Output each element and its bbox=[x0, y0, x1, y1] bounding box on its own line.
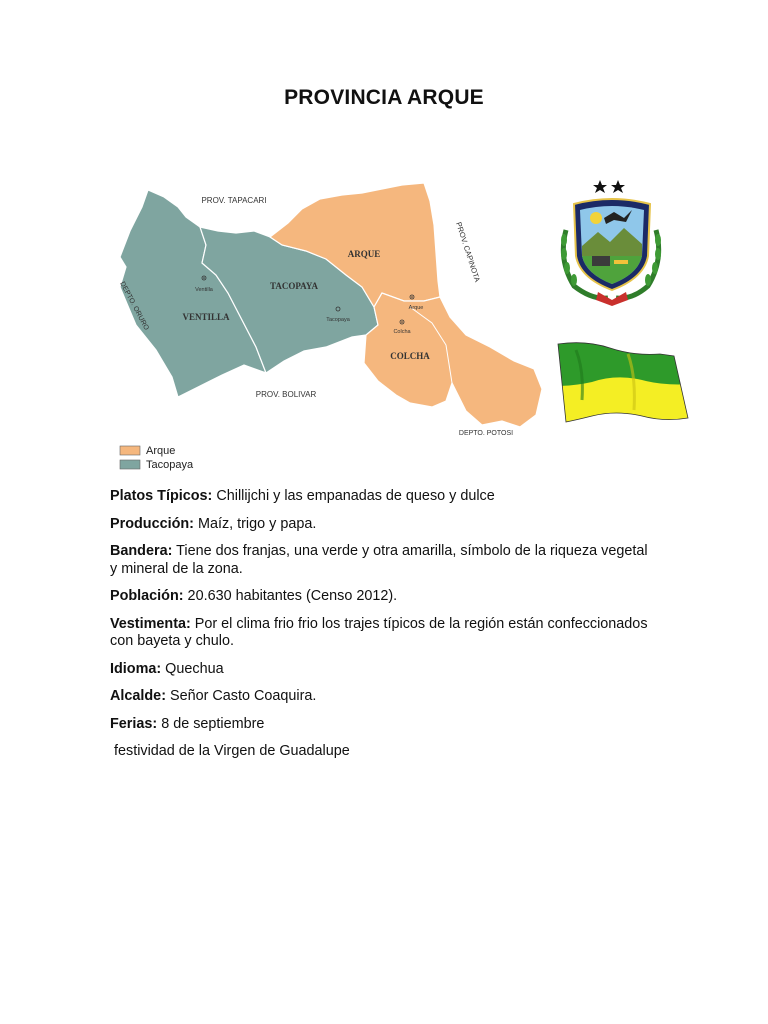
info-platos bbox=[110, 488, 650, 506]
region-label-tacopaya: TACOPAYA bbox=[269, 281, 319, 291]
region-label-ventilla: VENTILLA bbox=[182, 312, 230, 322]
info-value: Por el clima frio frio los trajes típicos de la región están confeccionados con bayeta y chulo. bbox=[110, 615, 648, 649]
town-label-ventilla: Ventilla bbox=[195, 287, 213, 293]
star-icon bbox=[593, 180, 607, 193]
legend-swatch-arque bbox=[120, 446, 140, 455]
label-prov-tapacari: PROV. TAPACARI bbox=[201, 196, 267, 205]
info-value: Tiene dos franjas, una verde y otra amarilla, símbolo de la riqueza vegetal y mineral de la zona. bbox=[110, 543, 648, 577]
info-alcalde bbox=[110, 688, 650, 706]
info-value: Chillijchi y las empanadas de queso y dulce bbox=[212, 488, 495, 504]
coat-of-arms-image bbox=[552, 174, 672, 310]
info-label: Idioma: bbox=[110, 660, 162, 677]
flag-image bbox=[556, 340, 692, 424]
info-festividad: festividad de la Virgen de Guadalupe bbox=[110, 743, 350, 759]
label-prov-capinota: PROV. CAPINOTA bbox=[454, 220, 482, 284]
page-title: PROVINCIA ARQUE bbox=[284, 86, 484, 109]
town-label-colcha: Colcha bbox=[393, 329, 411, 335]
info-bandera bbox=[110, 543, 650, 578]
info-value: Señor Casto Coaquira. bbox=[165, 688, 317, 704]
info-poblacion bbox=[110, 588, 650, 606]
info-idioma bbox=[110, 661, 650, 679]
region-label-arque: ARQUE bbox=[347, 249, 381, 259]
info-label: Alcalde: bbox=[110, 688, 166, 704]
info-value: 20.630 habitantes (Censo 2012). bbox=[183, 588, 398, 604]
town-label-arque: Arque bbox=[408, 305, 424, 311]
info-produccion bbox=[110, 516, 650, 534]
info-label: Población: bbox=[110, 588, 184, 604]
legend-swatch-tacopaya bbox=[120, 460, 140, 469]
region-label-colcha: COLCHA bbox=[390, 351, 430, 361]
label-depto-potosi: DEPTO. POTOSI bbox=[458, 430, 514, 437]
info-value: 8 de septiembre bbox=[157, 715, 265, 732]
label-depto-oruro: DEPTO. ORURO bbox=[118, 280, 150, 332]
star-icon bbox=[611, 180, 625, 193]
info-label: Platos Típicos: bbox=[110, 488, 213, 504]
info-vestimenta bbox=[110, 616, 650, 651]
province-info bbox=[110, 488, 650, 771]
label-prov-bolivar: PROV. BOLIVAR bbox=[255, 390, 317, 399]
info-label: Vestimenta: bbox=[110, 615, 191, 632]
info-ferias bbox=[110, 716, 650, 734]
info-value: Quechua bbox=[161, 660, 224, 677]
legend-label-tacopaya: Tacopaya bbox=[146, 459, 194, 471]
info-label: Producción: bbox=[110, 515, 194, 532]
legend-label-arque: Arque bbox=[146, 445, 176, 457]
info-label: Ferias: bbox=[110, 715, 158, 732]
info-label: Bandera: bbox=[110, 543, 173, 559]
town-label-tacopaya: Tacopaya bbox=[326, 317, 350, 323]
province-map bbox=[106, 175, 546, 475]
info-value: Maíz, trigo y papa. bbox=[193, 515, 317, 532]
